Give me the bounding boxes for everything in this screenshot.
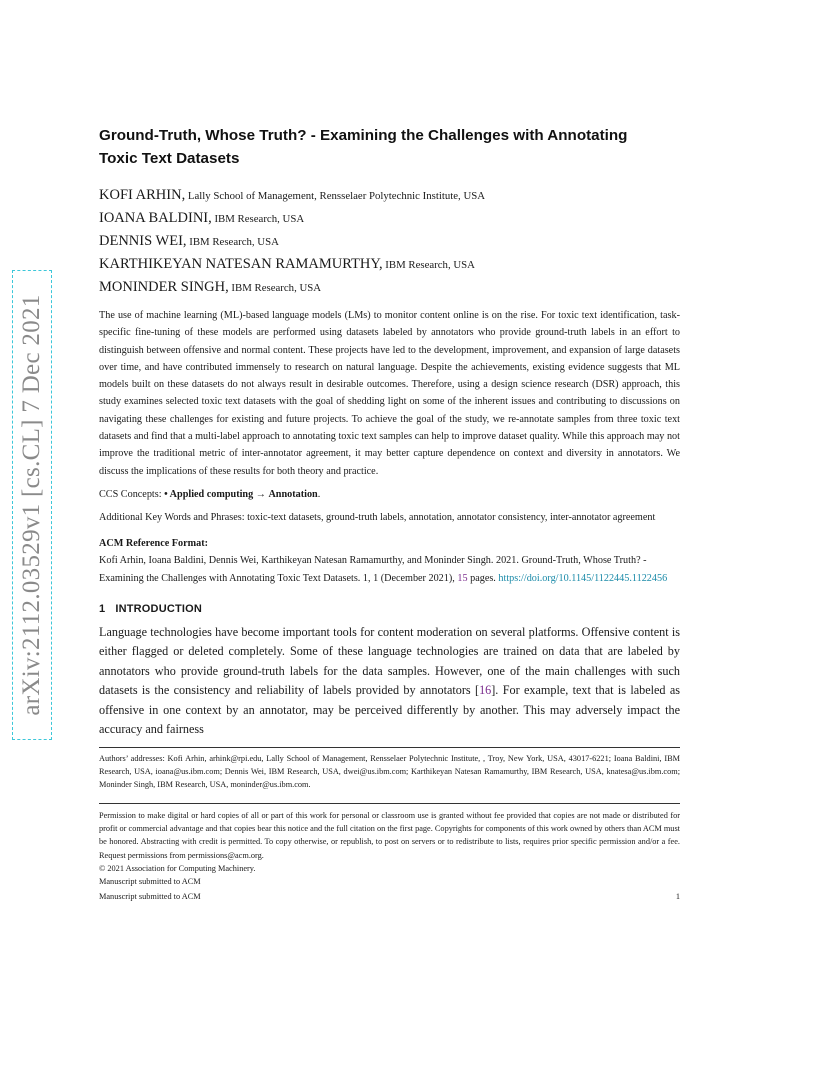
authors-addresses: Authors’ addresses: Kofi Arhin, arhink@rpi.edu, Lally School of Management, Rensselaer Polytechnic Institute, , Troy, New York, USA, 43017-6221; Ioana Baldini, IBM Research, USA, ioana@us.ibm.com; Dennis Wei, IBM Research, USA, dwei@us.ibm.com; Karthikeyan Natesan Ramamurthy, IBM Research, USA, knatesa@us.ibm.com; Moninder Singh, IBM Research, USA, moninder@us.ibm.com.: [99, 753, 680, 789]
author-entry: [99, 184, 680, 207]
author-entry: [99, 276, 680, 299]
page-footer: [99, 890, 680, 903]
title-line-2: Toxic Text Datasets: [99, 150, 240, 167]
ccs-bullet: •: [164, 488, 170, 500]
author-entry: [99, 230, 680, 253]
author-entry: [99, 253, 680, 276]
section-title: INTRODUCTION: [115, 602, 203, 615]
keywords: Additional Key Words and Phrases: toxic-text datasets, ground-truth labels, annotation, annotator consistency, inter-annotator agreement: [99, 511, 656, 523]
author-name: MONINDER SINGH,: [99, 279, 229, 295]
intro-text-start: Language technologies have become important tools for content moderation on several platforms. Offensive content is either flagged or deleted completely. Some of these language technologies are trained on data that are labeled by annotators who provide ground-truth labels for the data samples. However, one of the main challenges with such datasets is the consistency and reliability of labels provided by annotators [: [99, 624, 680, 698]
ccs-sub-concept: Annotation: [268, 488, 318, 500]
doi-link[interactable]: https://doi.org/10.1145/1122445.1122456: [498, 572, 668, 584]
reference-pages-link[interactable]: 15: [457, 572, 468, 584]
permission-divider: [99, 803, 680, 804]
title-line-1: Ground-Truth, Whose Truth? - Examining the Challenges with Annotating: [99, 127, 628, 144]
abstract: The use of machine learning (ML)-based language models (LMs) to monitor content online is on the rise. For toxic text identification, task-specific fine-tuning of these models are performed using datasets labeled by annotators who provide ground-truth labels in an effort to distinguish between offensive and normal content. These projects have led to the development, improvement, and expansion of large datasets over time, and have contributed immensely to research on natural language. Despite the achievements, existing evidence suggests that ML models built on these datasets do not always result in desirable outcomes. Therefore, using a design science research (DSR) approach, this study examines selected toxic text datasets with the goal of shedding light on some of the inherent issues and contributing to discussions on navigating these challenges for existing and future projects. To achieve the goal of the study, we re-annotate samples from three toxic text datasets and find that a multi-label approach to annotating toxic text samples can help to improve dataset quality. While this approach may not improve the traditional metric of inter-annotator agreement, it may better capture dependence on context and diversity in annotators. We discuss the implications of these results for both theory and practice.: [99, 310, 680, 477]
section-heading: [99, 601, 680, 617]
ccs-prefix: CCS Concepts:: [99, 488, 165, 500]
author-affiliation: IBM Research, USA: [186, 236, 279, 248]
paper-page: [99, 124, 680, 889]
author-name: IOANA BALDINI,: [99, 210, 212, 226]
footnote-divider: [99, 747, 680, 748]
author-name: KARTHIKEYAN NATESAN RAMAMURTHY,: [99, 256, 383, 272]
author-list: [99, 184, 680, 299]
reference-pages-suffix: pages.: [467, 572, 499, 584]
copyright-line: © 2021 Association for Computing Machinery.: [99, 864, 256, 874]
footer-left: Manuscript submitted to ACM: [99, 892, 201, 901]
author-affiliation: IBM Research, USA: [228, 282, 322, 294]
author-affiliation: IBM Research, USA: [211, 213, 305, 225]
author-name: DENNIS WEI,: [99, 233, 187, 249]
author-affiliation: Lally School of Management, Rensselaer Polytechnic Institute, USA: [185, 190, 486, 202]
author-entry: [99, 207, 680, 230]
reference-format: [99, 552, 680, 587]
permission-notice: Permission to make digital or hard copies of all or part of this work for personal or classroom use is granted without fee provided that copies are not made or distributed for profit or commercial advantage and that copies bear this notice and the full citation on the first page. Copyrights for components of this work owned by others than ACM must be honored. Abstracting with credit is permitted. To copy otherwise, or republish, to post on servers or to redistribute to lists, requires prior specific permission and/or a fee. Request permissions from permissions@acm.org.: [99, 810, 680, 860]
manuscript-note: Manuscript submitted to ACM: [99, 877, 201, 887]
page-number: 1: [675, 892, 680, 901]
arxiv-stamp: arXiv:2112.03529v1 [cs.CL] 7 Dec 2021: [12, 270, 52, 740]
paper-title: [99, 124, 680, 170]
author-name: KOFI ARHIN,: [99, 187, 186, 203]
citation-link[interactable]: 16: [479, 683, 492, 698]
author-affiliation: IBM Research, USA: [382, 259, 475, 271]
ccs-arrow: →: [253, 488, 269, 500]
ccs-concepts: [99, 486, 680, 503]
intro-text-end: ]. For example, text that is labeled as offensive in one context by an annotator, may be perceived differently by another. This may adversely impact the accuracy and fairness: [99, 683, 680, 737]
section-number: 1: [99, 602, 106, 615]
reference-heading: ACM Reference Format:: [99, 538, 208, 550]
introduction-paragraph: [99, 623, 680, 740]
ccs-end: .: [317, 488, 321, 500]
ccs-concept: Applied computing: [169, 488, 254, 500]
reference-text: Kofi Arhin, Ioana Baldini, Dennis Wei, Karthikeyan Natesan Ramamurthy, and Moninder Singh. 2021. Ground-Truth, Whose Truth? - Examining the Challenges with Annotating Toxic Text Datasets. 1, 1 (December 2021),: [99, 555, 647, 584]
